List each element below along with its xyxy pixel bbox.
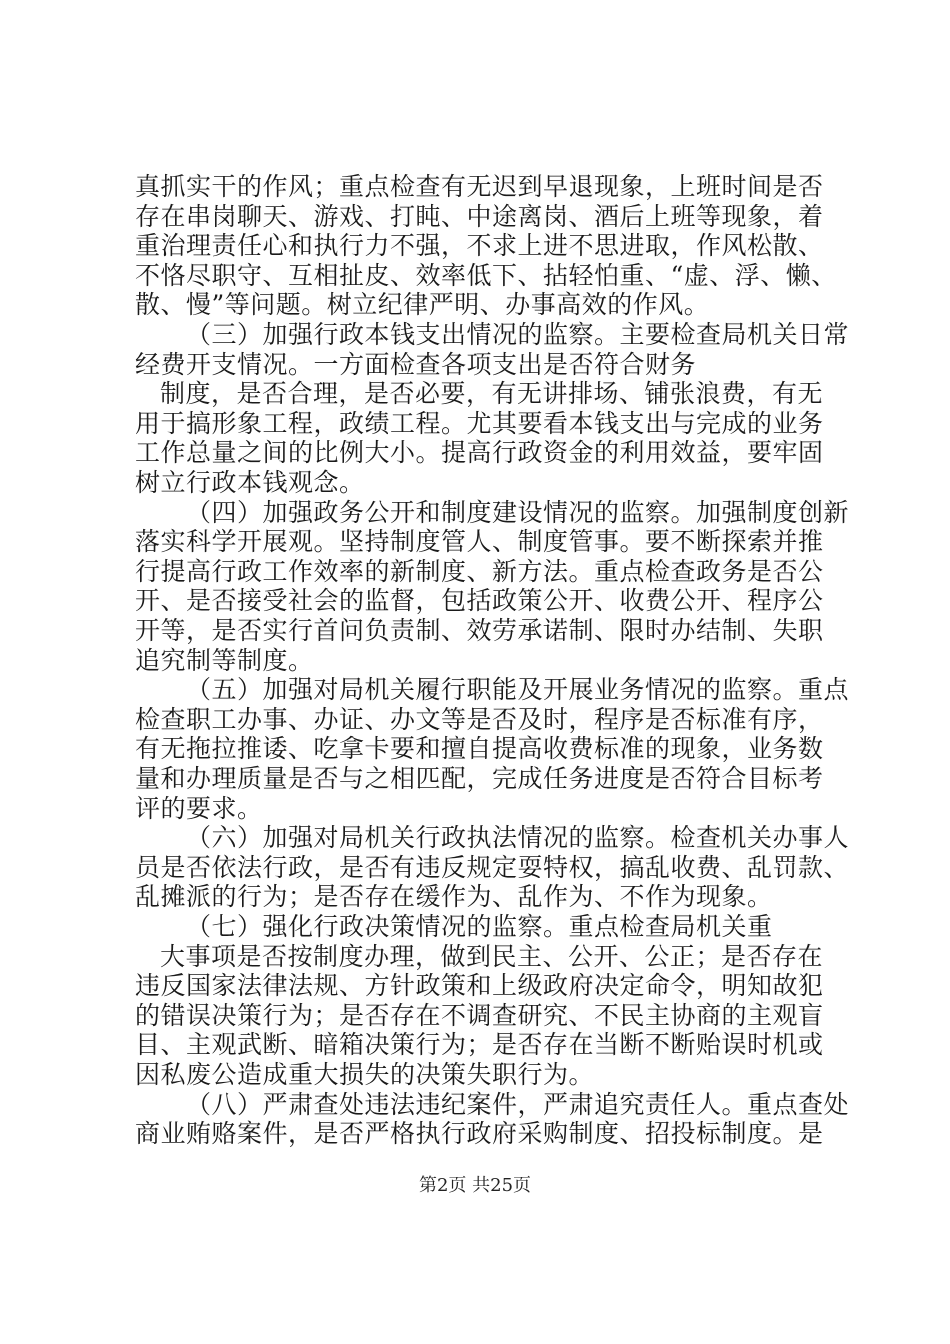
body-line: 大事项是否按制度办理，做到民主、公开、公正；是否存在 bbox=[160, 941, 824, 971]
body-line: 的错误决策行为；是否存在不调查研究、不民主协商的主观盲 bbox=[135, 1000, 824, 1030]
body-line: 检查职工办事、办证、办文等是否及时，程序是否标准有序， bbox=[135, 704, 824, 734]
body-line: 树立行政本钱观念。 bbox=[135, 468, 365, 497]
body-line: 存在串岗聊天、游戏、打盹、中途离岗、酒后上班等现象，着 bbox=[135, 201, 824, 231]
body-line: 商业贿赂案件，是否严格执行政府采购制度、招投标制度。是 bbox=[135, 1119, 824, 1149]
body-line: 重治理责任心和执行力不强，不求上进不思进取，作风松散、 bbox=[135, 231, 824, 261]
body-line: 经费开支情况。一方面检查各项支出是否符合财务 bbox=[135, 349, 697, 379]
body-line: 评的要求。 bbox=[135, 793, 263, 823]
section-heading-line: （七）强化行政决策情况的监察。重点检查局机关重 bbox=[186, 912, 773, 941]
page-number-footer: 第2页 共25页 bbox=[418, 1174, 532, 1196]
body-line: 目、主观武断、暗箱决策行为；是否存在当断不断贻误时机或 bbox=[135, 1030, 824, 1060]
body-line: 工作总量之间的比例大小。提高行政资金的利用效益，要牢固 bbox=[135, 438, 824, 468]
body-line: 员是否依法行政，是否有违反规定耍特权，搞乱收费、乱罚款、 bbox=[135, 852, 850, 882]
body-line: 散、慢”等问题。树立纪律严明、办事高效的作风。 bbox=[135, 290, 710, 320]
body-line: 行提高行政工作效率的新制度、新方法。重点检查政务是否公 bbox=[135, 556, 824, 586]
body-line: 落实科学开展观。坚持制度管人、制度管事。要不断探索并推 bbox=[135, 527, 824, 557]
body-line: 开、是否接受社会的监督，包括政策公开、收费公开、程序公 bbox=[135, 586, 824, 616]
body-line: 不恪尽职守、互相扯皮、效率低下、拈轻怕重、“虚、浮、懒、 bbox=[135, 260, 837, 290]
body-line: 用于搞形象工程，政绩工程。尤其要看本钱支出与完成的业务 bbox=[135, 408, 824, 438]
body-line: 因私废公造成重大损失的决策失职行为。 bbox=[135, 1060, 595, 1089]
section-heading-line: （八）严肃查处违法违纪案件，严肃追究责任人。重点查处 bbox=[186, 1089, 850, 1119]
body-line: 有无拖拉推诿、吃拿卡要和擅自提高收费标准的现象，业务数 bbox=[135, 734, 824, 764]
section-heading-line: （六）加强对局机关行政执法情况的监察。检查机关办事人 bbox=[186, 823, 850, 853]
body-line: 制度，是否合理，是否必要，有无讲排场、铺张浪费，有无 bbox=[160, 379, 824, 409]
body-line: 开等，是否实行首问负责制、效劳承诺制、限时办结制、失职 bbox=[135, 616, 824, 645]
body-line: 真抓实干的作风；重点检查有无迟到早退现象，上班时间是否 bbox=[135, 172, 824, 201]
section-heading-line: （三）加强行政本钱支出情况的监察。主要检查局机关日常 bbox=[186, 320, 850, 349]
body-line: 乱摊派的行为；是否存在缓作为、乱作为、不作为现象。 bbox=[135, 882, 773, 912]
section-heading-line: （四）加强政务公开和制度建设情况的监察。加强制度创新 bbox=[186, 497, 850, 527]
body-line: 量和办理质量是否与之相匹配，完成任务进度是否符合目标考 bbox=[135, 764, 824, 793]
section-heading-line: （五）加强对局机关履行职能及开展业务情况的监察。重点 bbox=[186, 675, 850, 705]
body-line: 追究制等制度。 bbox=[135, 645, 314, 675]
body-line: 违反国家法律法规、方针政策和上级政府决定命令，明知故犯 bbox=[135, 971, 824, 1001]
